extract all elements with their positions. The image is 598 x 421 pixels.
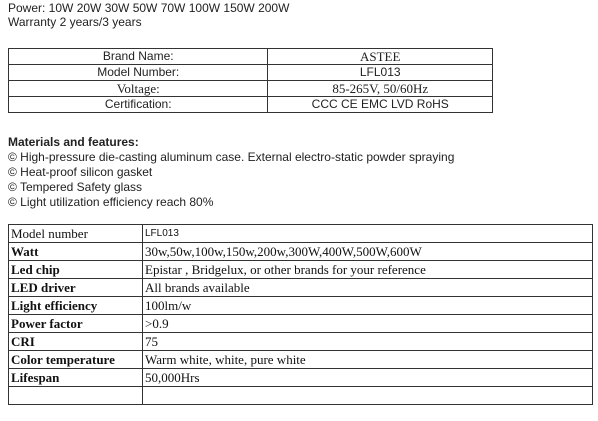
table-row bbox=[9, 243, 593, 261]
detail-value-color-temperature: Warm white, white, pure white bbox=[143, 351, 593, 369]
spec-value-model: LFL013 bbox=[268, 65, 493, 81]
table-row bbox=[9, 297, 593, 315]
detail-label-led-chip: Led chip bbox=[9, 261, 143, 279]
feature-item: © High-pressure die-casting aluminum case. External electro-static powder spraying bbox=[8, 150, 455, 164]
spec-value-certification: CCC CE EMC LVD RoHS bbox=[268, 97, 493, 113]
detail-label-led-driver: LED driver bbox=[9, 279, 143, 297]
detail-value-model-number: LFL013 bbox=[143, 225, 593, 243]
features-title: Materials and features: bbox=[8, 135, 139, 149]
feature-item: © Tempered Safety glass bbox=[8, 180, 143, 194]
detail-label-lifespan: Lifespan bbox=[9, 369, 143, 387]
detail-label-watt: Watt bbox=[9, 243, 143, 261]
warranty-line: Warranty 2 years/3 years bbox=[8, 15, 142, 29]
detail-value-watt: 30w,50w,100w,150w,200w,300W,400W,500W,600W bbox=[143, 243, 593, 261]
spec-label-brand: Brand Name: bbox=[9, 49, 268, 65]
spec-row bbox=[9, 81, 493, 97]
detail-value-light-efficiency: 100lm/w bbox=[143, 297, 593, 315]
detail-value-empty bbox=[143, 387, 593, 405]
table-row bbox=[9, 225, 593, 243]
feature-item: © Light utilization efficiency reach 80% bbox=[8, 195, 214, 209]
table-row bbox=[9, 315, 593, 333]
detail-label-power-factor: Power factor bbox=[9, 315, 143, 333]
detail-label-light-efficiency: Light efficiency bbox=[9, 297, 143, 315]
table-row bbox=[9, 261, 593, 279]
detail-value-led-driver: All brands available bbox=[143, 279, 593, 297]
table-row bbox=[9, 351, 593, 369]
spec-row bbox=[9, 97, 493, 113]
table-row bbox=[9, 279, 593, 297]
spec-label-certification: Certification: bbox=[9, 97, 268, 113]
spec-row bbox=[9, 65, 493, 81]
spec-row bbox=[9, 49, 493, 65]
spec-label-voltage: Voltage: bbox=[9, 81, 268, 97]
detail-label-cri: CRI bbox=[9, 333, 143, 351]
spec-table bbox=[8, 48, 493, 113]
power-line: Power: 10W 20W 30W 50W 70W 100W 150W 200W bbox=[8, 1, 290, 15]
detail-value-lifespan: 50,000Hrs bbox=[143, 369, 593, 387]
table-row bbox=[9, 387, 593, 405]
detail-value-cri: 75 bbox=[143, 333, 593, 351]
table-row bbox=[9, 369, 593, 387]
feature-item: © Heat-proof silicon gasket bbox=[8, 165, 153, 179]
spec-label-model: Model Number: bbox=[9, 65, 268, 81]
detail-value-power-factor: >0.9 bbox=[143, 315, 593, 333]
detail-label-model-number: Model number bbox=[9, 225, 143, 243]
spec-value-brand: ASTEE bbox=[268, 49, 493, 65]
detail-label-empty bbox=[9, 387, 143, 405]
detail-value-led-chip: Epistar , Bridgelux, or other brands for your reference bbox=[143, 261, 593, 279]
spec-value-voltage: 85-265V, 50/60Hz bbox=[268, 81, 493, 97]
table-row bbox=[9, 333, 593, 351]
detail-label-color-temperature: Color temperature bbox=[9, 351, 143, 369]
detail-table bbox=[8, 224, 593, 405]
